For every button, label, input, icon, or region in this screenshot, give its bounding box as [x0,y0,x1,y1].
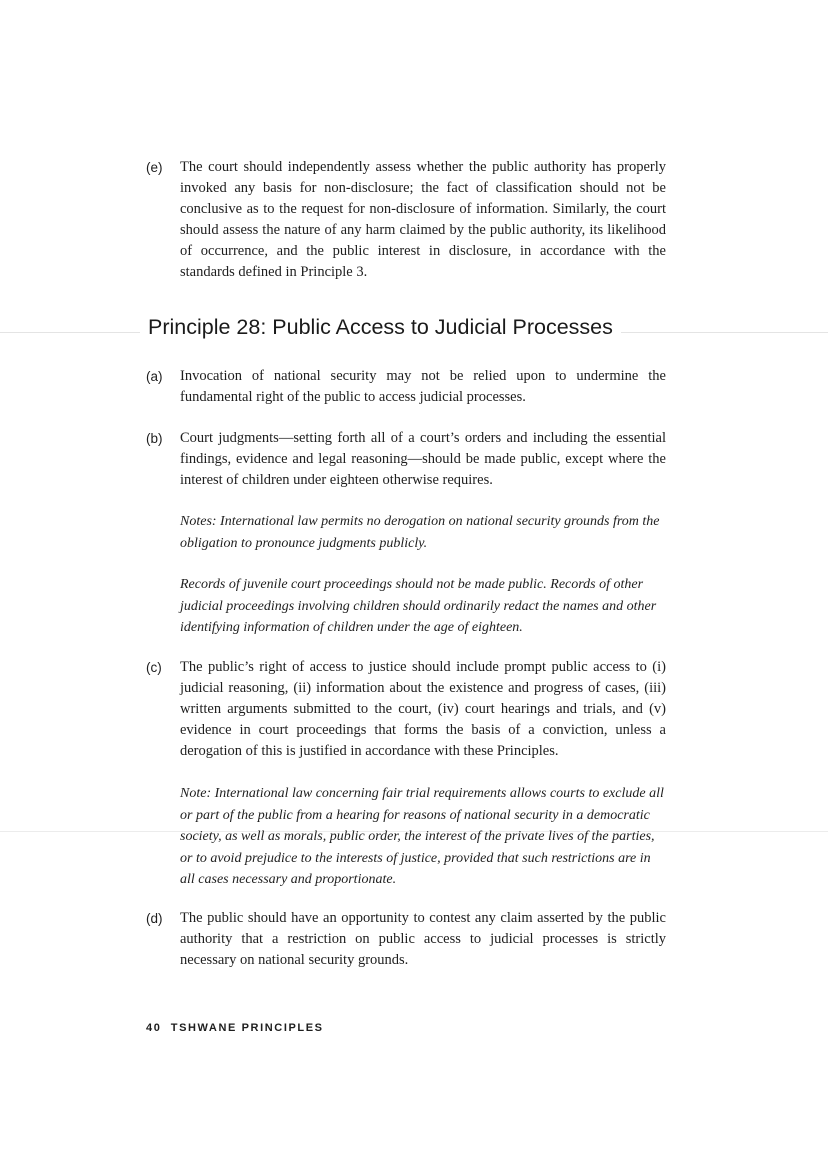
paragraph-e [146,157,666,283]
paragraph-marker: (e) [146,160,163,175]
paragraph-c [146,657,666,762]
note-b-2: Records of juvenile court proceedings should not be made public. Records of other judicial proceedings involving children should ordinarily redact the names and other identifying information of children under the age of eighteen. [180,577,657,635]
paragraph-b [146,428,666,491]
paragraph-text: The public’s right of access to justice should include prompt public access to (i) judicial reasoning, (ii) information about the existence and progress of cases, (iii) written arguments submitted to the court, (iv) court hearings and trials, and (v) evidence in court proceedings that forms the basis of a conviction, unless a derogation of this is justified in accordance with these Principles. [180,659,666,759]
paragraph-marker: (a) [146,369,163,384]
section-heading: Principle 28: Public Access to Judicial Processes [140,315,621,340]
paragraph-d [146,908,666,971]
paragraph-text: The public should have an opportunity to contest any claim asserted by the public authority that a restriction on public access to judicial processes is strictly necessary on national security grounds. [180,910,666,968]
note-c: Note: International law concerning fair trial requirements allows courts to exclude all or part of the public from a hearing for reasons of national security in a democratic society, as well as morals, public order, the interest of the private lives of the parties, or to avoid prejudice to the interests of justice, provided that such restrictions are in all cases necessary and proportionate. [180,786,664,887]
note-b-1: Notes: International law permits no derogation on national security grounds from the obligation to pronounce judgments publicly. [180,514,660,551]
running-title: TSHWANE PRINCIPLES [170,1022,324,1034]
page-footer [146,1022,324,1034]
paragraph-marker: (b) [146,431,163,446]
paragraph-marker: (c) [146,660,162,675]
paragraph-text: Invocation of national security may not be relied upon to undermine the fundamental right of the public to access judicial processes. [180,368,666,405]
paragraph-text: Court judgments—setting forth all of a court’s orders and including the essential findings, evidence and legal reasoning—should be made public, except where the interest of children under eighteen otherwise requires. [180,430,666,488]
paragraph-text: The court should independently assess whether the public authority has properly invoked any basis for non-disclosure; the fact of classification should not be conclusive as to the request for non-disclosure of information. Similarly, the court should assess the nature of any harm claimed by the public authority, its likelihood of occurrence, and the public interest in disclosure, in accordance with the standards defined in Principle 3. [180,159,666,280]
paragraph-a [146,366,666,408]
page-number: 40 [146,1022,162,1034]
paragraph-marker: (d) [146,911,163,926]
